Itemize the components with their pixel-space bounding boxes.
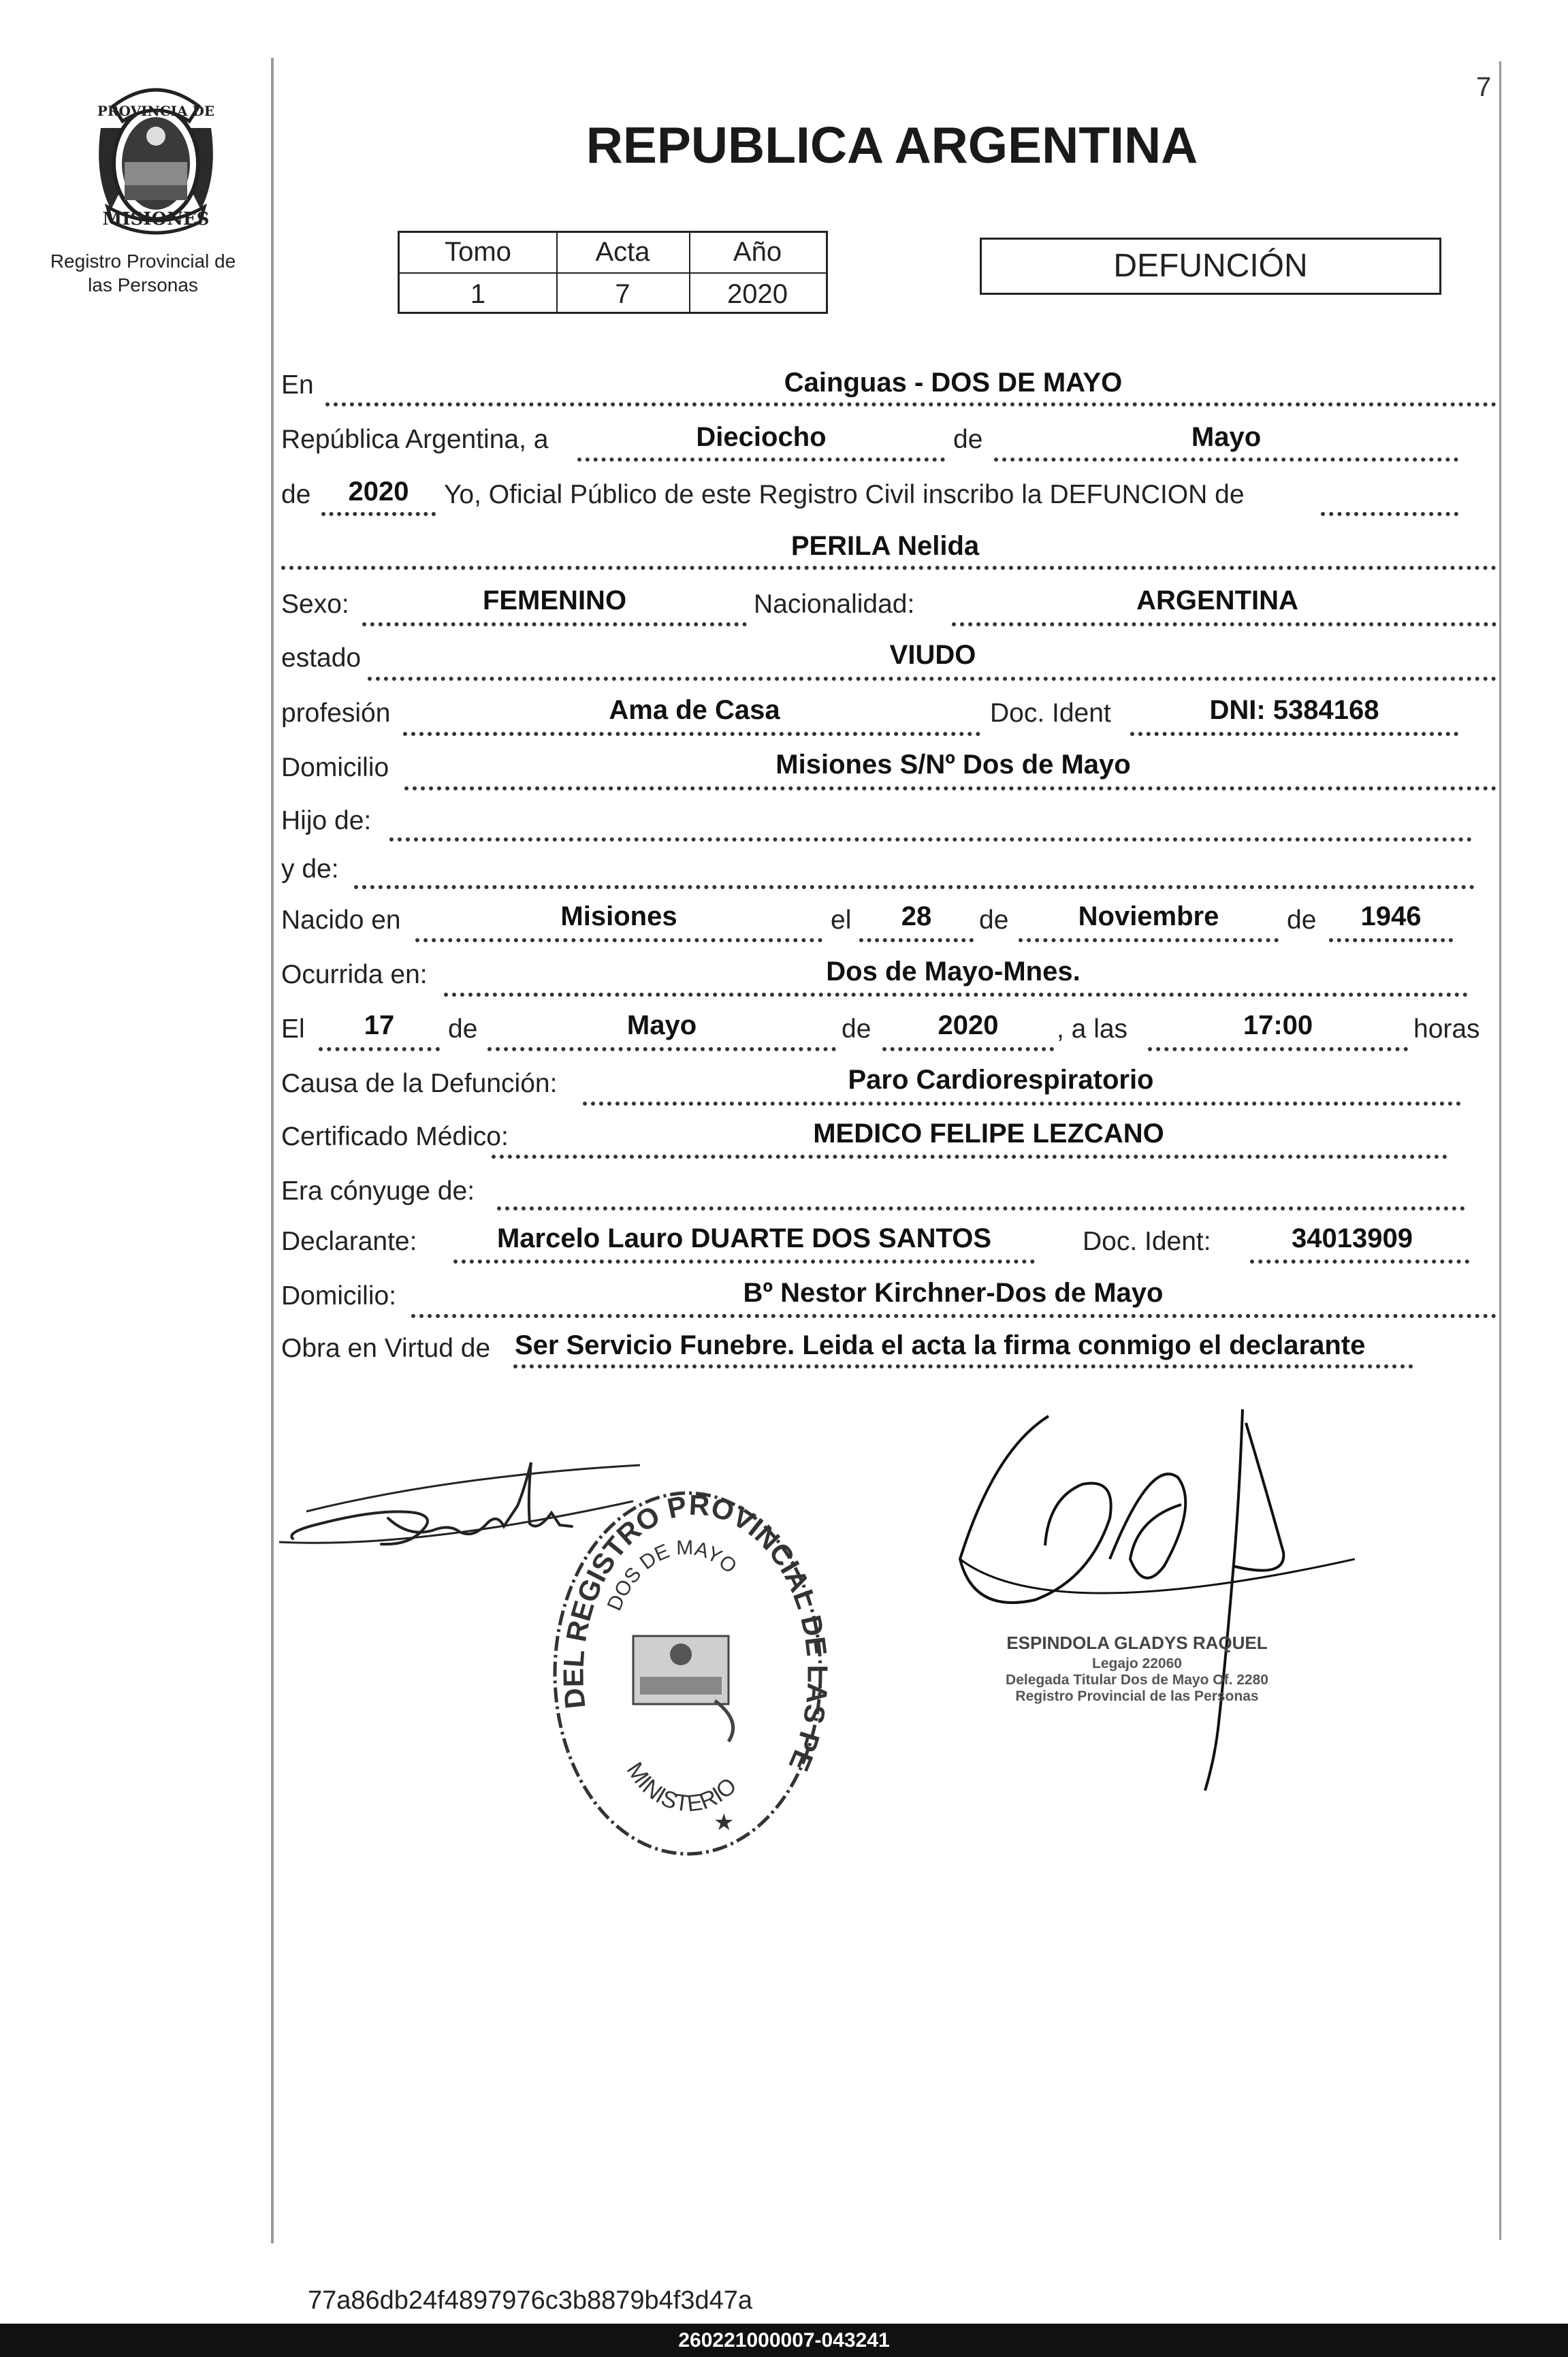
registry-stamp-icon — [538, 1476, 837, 1857]
profesion-label: profesión — [281, 699, 391, 728]
doc-value: DNI: 5384168 — [1209, 695, 1379, 725]
el-label: el — [831, 905, 852, 935]
alas-label: , a las — [1057, 1014, 1128, 1044]
footer-code: 260221000007-043241 — [0, 2324, 1568, 2357]
El-label: El — [281, 1014, 305, 1044]
inscribo-text: Yo, Oficial Público de este Registro Civil inscribo la DEFUNCION de — [444, 480, 1245, 509]
obra-line — [513, 1364, 1413, 1368]
day-line — [577, 458, 945, 462]
sexo-line — [362, 622, 747, 626]
doc2-line — [1250, 1260, 1469, 1264]
day-value: Dieciocho — [696, 422, 827, 452]
seal-text-bottom: MISIONES — [102, 209, 210, 229]
obra-label: Obra en Virtud de — [281, 1334, 491, 1363]
page-number: 7 — [1476, 72, 1492, 102]
birth-year-line — [1329, 938, 1453, 942]
official-legajo: Legajo 22060 — [1092, 1656, 1182, 1671]
hijo-line — [389, 837, 1472, 841]
birth-month-line — [1019, 938, 1279, 942]
declarante-value: Marcelo Lauro DUARTE DOS SANTOS — [496, 1223, 992, 1253]
en-label: En — [281, 370, 314, 400]
declarante-label: Declarante: — [281, 1227, 417, 1256]
registry-stamp — [538, 1476, 837, 1857]
estado-value: VIUDO — [889, 640, 976, 670]
en-value: Cainguas - DOS DE MAYO — [784, 368, 1123, 398]
death-time-line — [1148, 1047, 1408, 1051]
stamp-ring-text: DEL REGISTRO PROVINCIAL DE LAS PE — [557, 1488, 834, 1776]
death-month: Mayo — [626, 1010, 697, 1040]
table-value-acta: 7 — [615, 279, 630, 309]
cert-label: Certificado Médico: — [281, 1122, 509, 1151]
horas-label: horas — [1413, 1014, 1480, 1044]
right-margin-line — [1499, 61, 1501, 2240]
record-table — [398, 231, 828, 314]
nacido-label: Nacido en — [281, 905, 401, 935]
stamp-inner-text: DOS DE MAYO — [603, 1536, 741, 1614]
year-line — [321, 512, 436, 516]
declarante-line — [453, 1260, 1035, 1264]
table-value-ano: 2020 — [727, 279, 788, 309]
birth-de2-label: de — [1287, 905, 1317, 935]
conyuge-label: Era cónyuge de: — [281, 1176, 475, 1206]
cert-line — [492, 1155, 1447, 1159]
death-day: 17 — [364, 1010, 395, 1040]
official-name: ESPINDOLA GLADYS RAQUEL — [1006, 1633, 1268, 1653]
death-year-line — [882, 1047, 1054, 1051]
en-line — [325, 402, 1497, 406]
birth-day: 28 — [901, 901, 932, 931]
doc2-label: Doc. Ident: — [1083, 1227, 1211, 1256]
doc-line — [1130, 732, 1458, 736]
doc2-value: 34013909 — [1292, 1223, 1413, 1253]
domicilio2-line — [411, 1314, 1497, 1318]
death-de1-label: de — [448, 1014, 478, 1044]
month-line — [994, 458, 1458, 462]
official-org: Registro Provincial de las Personas — [1015, 1688, 1259, 1704]
domicilio-value: Misiones S/Nº Dos de Mayo — [775, 750, 1131, 780]
death-time: 17:00 — [1243, 1010, 1313, 1040]
death-de2-label: de — [842, 1014, 871, 1044]
de2-label: de — [281, 480, 311, 509]
left-margin-line — [271, 58, 274, 2243]
republica-label: República Argentina, a — [281, 425, 549, 454]
profesion-value: Ama de Casa — [609, 695, 780, 725]
registry-name-line1: Registro Provincial de — [50, 251, 236, 272]
official-signature — [946, 1402, 1355, 1797]
nacido-line — [415, 938, 822, 942]
hijo-label: Hijo de: — [281, 806, 372, 835]
table-header-ano: Año — [733, 237, 782, 267]
birth-de1-label: de — [979, 905, 1009, 935]
domicilio2-value: Bº Nestor Kirchner-Dos de Mayo — [743, 1278, 1164, 1308]
domicilio-label: Domicilio — [281, 753, 389, 782]
sexo-label: Sexo: — [281, 590, 349, 619]
yde-label: y de: — [281, 854, 339, 884]
province-seal — [80, 74, 231, 236]
table-header-tomo: Tomo — [445, 237, 511, 267]
doc-label: Doc. Ident — [990, 699, 1111, 728]
cert-value: MEDICO FELIPE LEZCANO — [813, 1119, 1164, 1149]
birth-year: 1946 — [1360, 901, 1422, 931]
nacido-value: Misiones — [560, 901, 677, 931]
nacionalidad-line — [952, 622, 1497, 626]
profesion-line — [403, 732, 980, 736]
name-line — [281, 566, 1497, 570]
conyuge-line — [497, 1206, 1465, 1210]
document-hash: 77a86db24f4897976c3b8879b4f3d47a — [308, 2286, 752, 2315]
de-label: de — [953, 425, 983, 454]
domicilio2-label: Domicilio: — [281, 1281, 397, 1311]
nacionalidad-label: Nacionalidad: — [754, 590, 915, 619]
deceased-name: PERILA Nelida — [790, 531, 980, 561]
table-header-acta: Acta — [595, 237, 650, 267]
obra-value: Ser Servicio Funebre. Leida el acta la firma conmigo el declarante — [515, 1330, 1366, 1360]
page-title: REPUBLICA ARGENTINA — [586, 116, 1198, 174]
ocurrida-label: Ocurrida en: — [281, 960, 428, 989]
estado-label: estado — [281, 643, 362, 673]
causa-line — [583, 1102, 1461, 1106]
death-month-line — [487, 1047, 836, 1051]
table-value-tomo: 1 — [470, 279, 486, 309]
birth-day-line — [859, 938, 974, 942]
record-type-box: DEFUNCIÓN — [980, 238, 1441, 295]
domicilio-line — [404, 786, 1497, 790]
seal-text-top: PROVINCIA DE — [97, 103, 215, 119]
sexo-value: FEMENINO — [482, 586, 627, 615]
registry-name-line2: las Personas — [88, 274, 198, 295]
yde-line — [354, 885, 1475, 889]
causa-label: Causa de la Defunción: — [281, 1069, 558, 1098]
province-seal-icon — [80, 74, 231, 236]
year-value: 2020 — [348, 477, 409, 507]
official-signature-icon — [946, 1402, 1355, 1797]
causa-value: Paro Cardiorespiratorio — [848, 1065, 1154, 1095]
inscribo-line — [1321, 512, 1458, 516]
official-role: Delegada Titular Dos de Mayo Of. 2280 — [1006, 1672, 1268, 1688]
ocurrida-value: Dos de Mayo-Mnes. — [826, 957, 1081, 987]
death-day-line — [319, 1047, 440, 1051]
star-icon: ★ — [714, 1809, 735, 1836]
ocurrida-line — [444, 993, 1468, 997]
estado-line — [368, 677, 1497, 681]
birth-month: Noviembre — [1078, 901, 1219, 931]
nacionalidad-value: ARGENTINA — [1136, 586, 1298, 615]
stamp-bottom-text: MINISTERIO — [621, 1757, 742, 1817]
death-year: 2020 — [938, 1010, 999, 1040]
month-value: Mayo — [1191, 422, 1262, 452]
